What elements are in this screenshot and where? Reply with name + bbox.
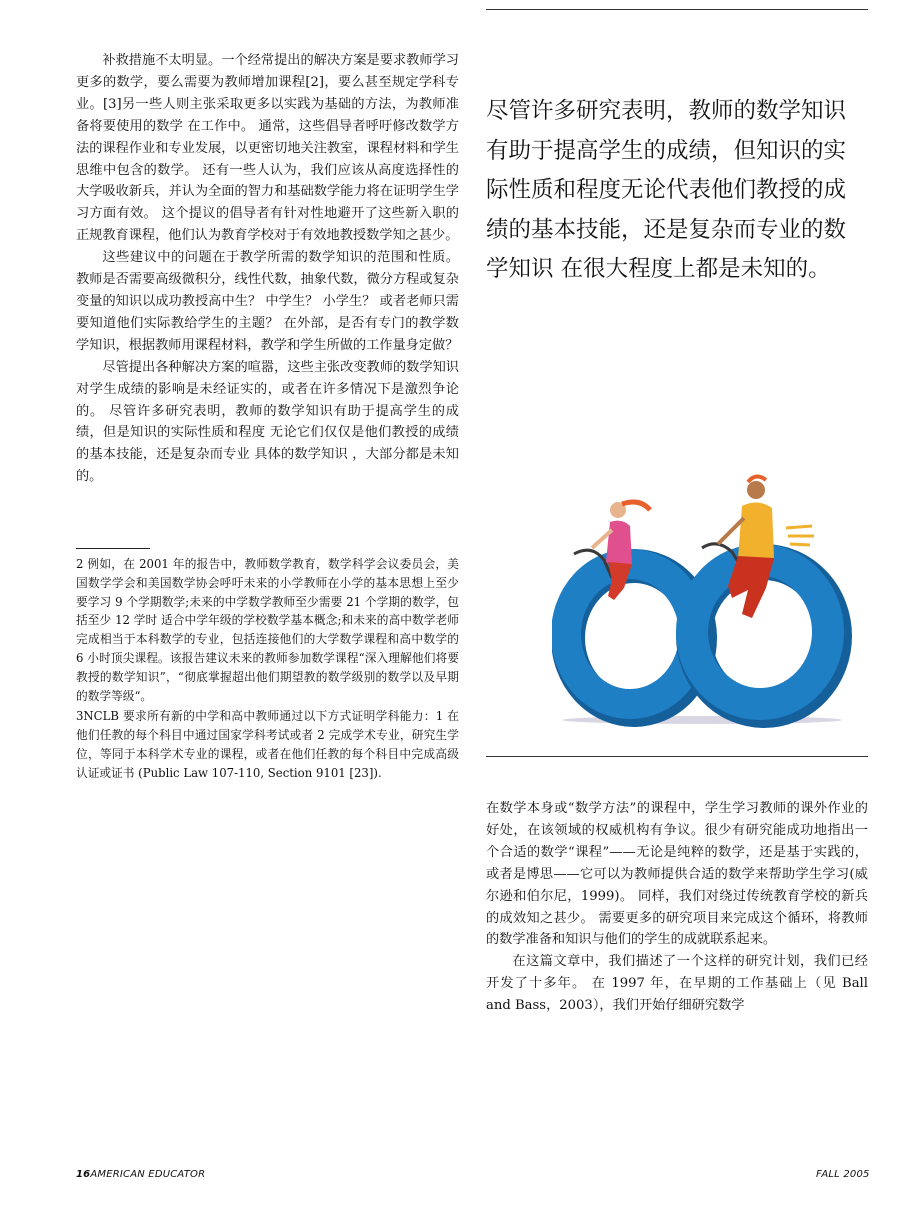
left-paragraph-1: 补救措施不太明显。一个经常提出的解决方案是要求教师学习更多的数学，要么需要为教师增加课程[2]，要么甚至规定学科专业。[3]另一些人则主张采取更多以实践为基础的方法，为教师准备将要使用的数学 在工作中。 通常，这些倡导者呼吁修改数学方法的课程作业和专业发展，以更密切地关注教室，课程材料和学生思维中包含的数学。 还有一些人认为，我们应该从高度选择性的大学吸收新兵，并认为全面的智力和基础数学能力将在证明学生学习方面有效。 这个提议的倡导者有针对性地避开了这些新入职的正规教育课程，他们认为教育学校对于有效地教授数学知之甚少。	[76, 53, 459, 244]
footer-issue: FALL 2005	[816, 1169, 870, 1180]
left-wheel	[566, 564, 694, 704]
right-paragraph-1: 在数学本身或“数学方法”的课程中，学生学习教师的课外作业的好处，在该领域的权威机构有争议。很少有研究能成功地指出一个合适的数学“课程”——无论是纯粹的数学，还是基于实践的，或者是博思——它可以为教师提供合适的数学来帮助学生学习(威尔逊和伯尔尼，1999)。 同样，我们对绕过传统教育学校的新兵的成效知之甚少。 需要更多的研究项目来完成这个循环，将教师的数学准备和知识与他们的学生的成就联系起来。	[486, 801, 868, 948]
middle-rule	[486, 756, 868, 757]
left-column	[76, 50, 459, 488]
infinity-bicycle-illustration	[552, 468, 858, 738]
left-paragraph-2: 这些建议中的问题在于教学所需的数学知识的范围和性质。 教师是否需要高级微积分，线性代数，抽象代数，微分方程或复杂变量的知识以成功教授高中生？ 中学生？ 小学生？ 或者老师只需要知道他们实际教给学生的主题？ 在外部，是否有专门的教学数学知识，根据教师用课程材料，教学和学生所做的工作量身定做？	[76, 250, 459, 353]
speed-line-3	[790, 544, 810, 545]
illustration-svg	[552, 468, 858, 738]
pull-quote: 尽管许多研究表明，教师的数学知识有助于提高学生的成绩，但知识的实际性质和程度无论代表他们教授的成绩的基本技能，还是复杂而专业的数学知识 在很大程度上都是未知的。	[486, 98, 847, 282]
right-paragraph-2: 在这篇文章中，我们描述了一个这样的研究计划，我们已经开发了十多年。 在 1997 年，在早期的工作基础上（见 Ball and Bass，2003），我们开始仔细研究数学	[486, 954, 868, 1014]
left-paragraph-3: 尽管提出各种解决方案的喧嚣，这些主张改变教师的数学知识对学生成绩的影响是未经证实的，或者在许多情况下是激烈争论的。 尽管许多研究表明，教师的数学知识有助于提高学生的成绩，但是知识的实际性质和程度 无论它们仅仅是他们教授的成绩的基本技能，还是复杂而专业 具体的数学知识 ，大部分都是未知的。	[76, 359, 459, 485]
left-rider-hair	[622, 502, 650, 510]
footnote-2: 2 例如，在 2001 年的报告中，教师数学教育，数学科学会议委员会，美国数学学会和美国数学协会呼吁未来的小学教师在小学的基本思想上至少要学习 9 个学期数学;未来的中学数学教师至少需要 21 个学期的数学，包括至少 12 学时 适合中学年级的学校数学基本概念;和未来的高中数学老师完成相当于本科数学的专业，包括连接他们的大学数学课程和高中数学的 6 小时顶尖课程。该报告建议未来的教师参加数学课程“深入理解他们将要教授的数学知识”，“彻底掌握超出他们期望教的数学级别的数学以及早期的数学等级“。	[76, 557, 459, 703]
footnotes	[76, 555, 459, 785]
footnote-rule	[76, 548, 150, 549]
right-rider-pants	[728, 556, 774, 618]
footer-publication	[76, 1169, 205, 1180]
right-rider-head	[747, 481, 765, 499]
page-number: 16	[76, 1169, 91, 1180]
right-rider-top	[738, 502, 774, 561]
right-column	[486, 798, 868, 1017]
top-rule	[486, 9, 868, 10]
speed-line-1	[786, 526, 812, 528]
publication-name: AMERICAN EDUCATOR	[90, 1169, 206, 1180]
footnote-3: 3NCLB 要求所有新的中学和高中教师通过以下方式证明学科能力：1 在他们任教的每个科目中通过国家学科考试或者 2 完成学术专业，研究生学位，等同于本科学术专业的课程，或者在他们任教的每个科目中完成高级认证或证书 (Public Law 107-110, Section 9101 [23]).	[76, 709, 459, 780]
left-rider-top	[606, 521, 632, 566]
